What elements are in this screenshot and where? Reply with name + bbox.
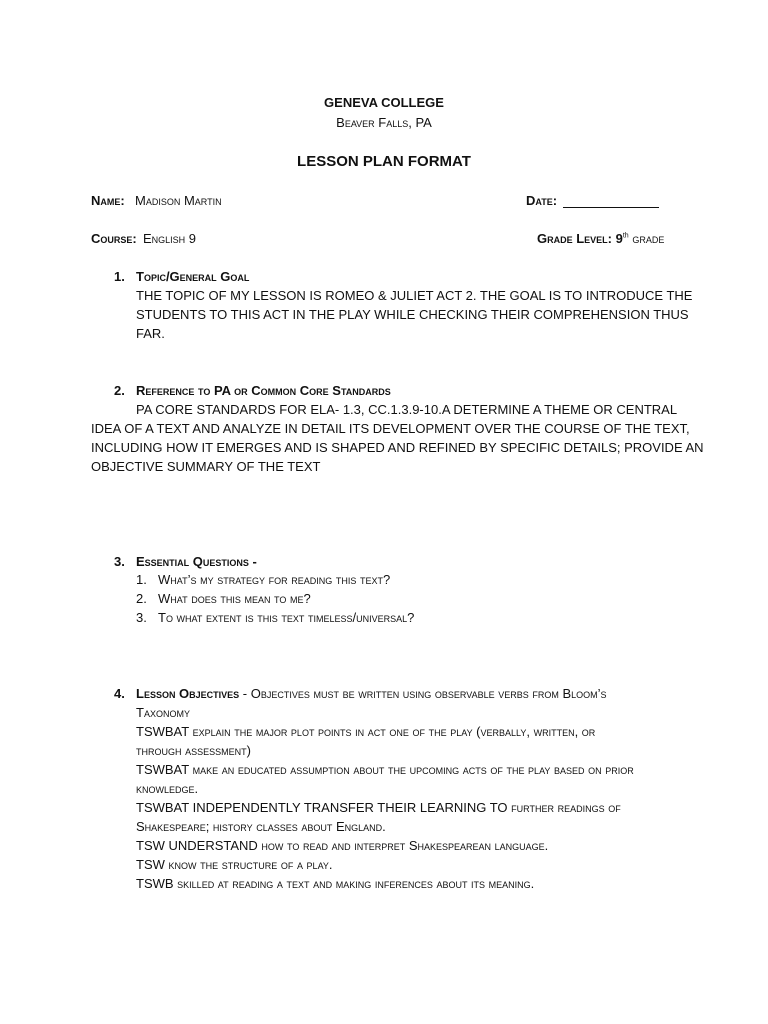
section-4-number: 4. [114, 686, 125, 701]
section-1-body [136, 286, 692, 343]
objective-line [136, 779, 198, 798]
objective-text: make an educated assumption about the upcoming acts of the play based on prior [188, 762, 634, 777]
name-label: Name: [91, 193, 125, 208]
question-item [136, 608, 415, 627]
objective-line [136, 722, 595, 741]
objective-text: further readings of [511, 800, 621, 815]
objective-line [136, 798, 621, 817]
objective-lead: TSWBAT [136, 762, 189, 777]
objective-text: how to read and interpret Shakespearean language. [257, 838, 549, 853]
objective-lead: TSWBAT [136, 724, 189, 739]
objective-lead: TSWBAT INDEPENDENTLY TRANSFER THEIR LEARNING TO [136, 800, 512, 815]
name-value: Madison Martin [135, 193, 222, 208]
section-2-line: IDEA OF A TEXT AND ANALYZE IN DETAIL ITS DEVELOPMENT OVER THE COURSE OF THE TEXT, [91, 421, 690, 436]
question-text: What does this mean to me? [158, 591, 311, 606]
college-name: GENEVA COLLEGE [324, 95, 444, 110]
objective-text: Shakespeare; history classes about England. [136, 819, 386, 834]
course-value: English 9 [143, 231, 197, 246]
objective-text: through assessment) [136, 743, 251, 758]
grade-label: Grade Level: 9 [537, 231, 623, 246]
section-2-line: INCLUDING HOW IT EMERGES AND IS SHAPED AND REFINED BY SPECIFIC DETAILS; PROVIDE AN [91, 440, 704, 455]
question-item [136, 589, 311, 608]
question-number: 1. [136, 572, 147, 587]
section-1-line: THE TOPIC OF MY LESSON IS ROMEO & JULIET ACT 2. THE GOAL IS TO INTRODUCE THE [136, 288, 693, 303]
section-1-heading: Topic/General Goal [136, 269, 250, 284]
section-2-line: OBJECTIVE SUMMARY OF THE TEXT [91, 459, 321, 474]
question-text: To what extent is this text timeless/universal? [158, 610, 415, 625]
question-number: 3. [136, 610, 147, 625]
section-1-number: 1. [114, 269, 125, 284]
objective-line [136, 760, 634, 779]
objective-text: skilled at reading a text and making inferences about its meaning. [173, 876, 535, 891]
date-blank-line [563, 195, 659, 208]
section-4-heading-line [136, 686, 607, 701]
section-4-heading-line2: Taxonomy [136, 705, 190, 720]
question-text: What’s my strategy for reading this text? [158, 572, 391, 587]
section-2-number: 2. [114, 383, 125, 398]
grade-superscript: th [622, 232, 629, 240]
objective-lead: TSW UNDERSTAND [136, 838, 258, 853]
section-2-line: PA CORE STANDARDS FOR ELA- 1.3, CC.1.3.9-10.A DETERMINE A THEME OR CENTRAL [136, 402, 678, 417]
grade-suffix: grade [632, 231, 665, 246]
objective-line [136, 836, 548, 855]
objective-line [136, 874, 534, 893]
objective-line [136, 817, 386, 836]
objective-line [136, 855, 333, 874]
objective-text: explain the major plot points in act one of the play (verbally, written, or [188, 724, 596, 739]
page-title: LESSON PLAN FORMAT [297, 153, 471, 170]
grade-level [537, 231, 664, 246]
objective-text: knowledge. [136, 781, 199, 796]
objective-lead: TSWB [136, 876, 174, 891]
date-field [526, 193, 659, 208]
objective-line [136, 741, 251, 760]
college-location: Beaver Falls, PA [336, 115, 432, 130]
section-4-heading: Lesson Objectives [136, 686, 240, 701]
section-4-heading-rest: - Objectives must be written using observable verbs from Bloom’s [239, 686, 607, 701]
section-3-heading: Essential Questions - [136, 554, 257, 569]
section-1-line: FAR. [136, 326, 165, 341]
section-1-line: STUDENTS TO THIS ACT IN THE PLAY WHILE CHECKING THEIR COMPREHENSION THUS [136, 307, 689, 322]
objective-lead: TSW [136, 857, 165, 872]
date-label: Date: [526, 193, 558, 208]
question-number: 2. [136, 591, 147, 606]
section-2-heading: Reference to PA or Common Core Standards [136, 383, 391, 398]
objective-text: know the structure of a play. [164, 857, 333, 872]
section-3-number: 3. [114, 554, 125, 569]
question-item [136, 570, 391, 589]
course-label: Course: [91, 231, 137, 246]
